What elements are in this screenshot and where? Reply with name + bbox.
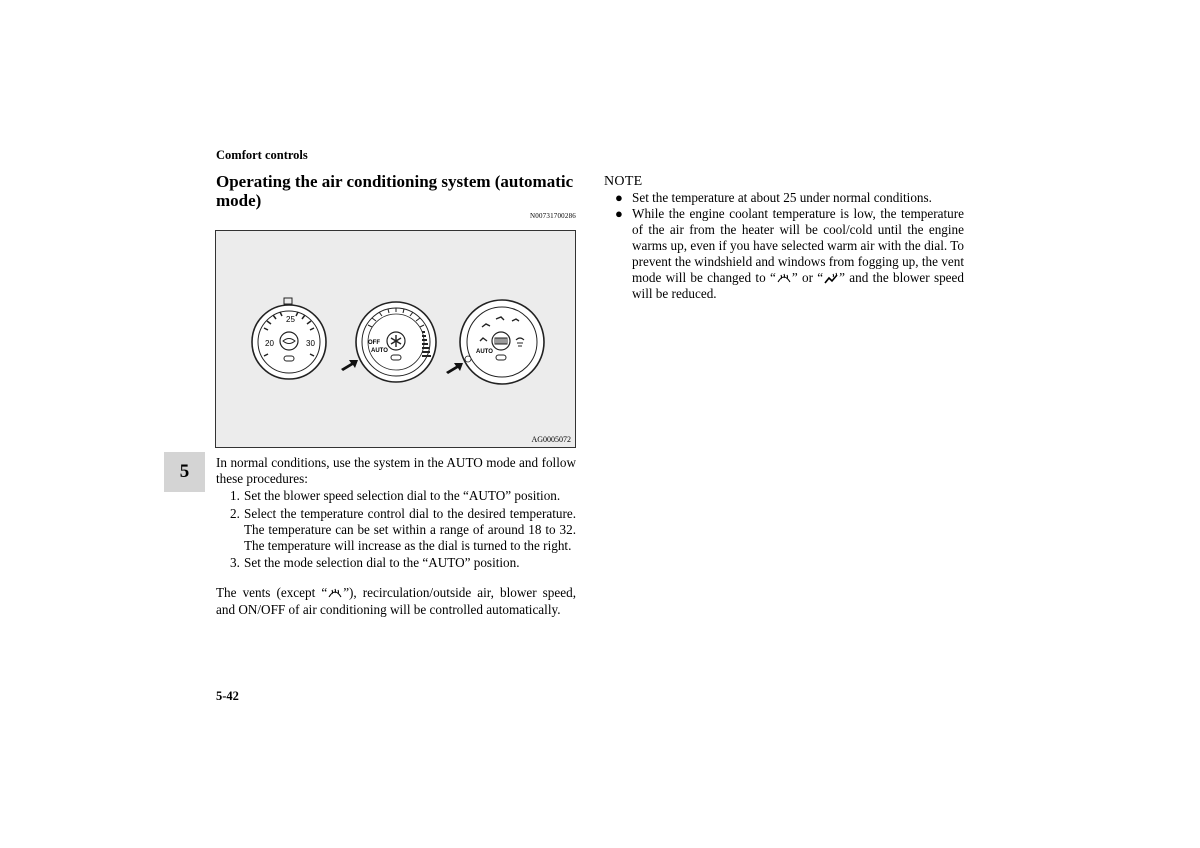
temperature-dial [252, 298, 326, 379]
list-item: 1. Set the blower speed selection dial to the “AUTO” position. [230, 488, 561, 504]
procedure-steps [216, 488, 576, 571]
list-item: 3. Set the mode selection dial to the “AUTO” position. [230, 555, 520, 571]
note-list [604, 190, 964, 302]
chapter-tab: 5 [164, 452, 205, 492]
fan-speed-dial [356, 302, 436, 382]
note-title: NOTE [604, 174, 643, 189]
list-item: ● Set the temperature at about 25 under normal conditions. [615, 190, 932, 205]
foot-defroster-icon [823, 272, 839, 284]
defroster-icon [327, 587, 343, 599]
procedure-text [216, 455, 576, 618]
figure-code: AG0005072 [531, 435, 571, 444]
list-item: ● While the engine coolant temperature is low, the temperature of the air from the heater will be cool/cold until the engine warms up, even if you have selected warm air with the dial. To prevent the windshield and windows from fogging up, the vent mode will be changed to “ ” or “ ” and the blower speed will be reduced. [615, 206, 964, 301]
intro-paragraph: In normal conditions, use the system in the AUTO mode and follow these procedures: [216, 455, 576, 487]
document-code: N00731700286 [530, 212, 576, 220]
mode-selection-dial [460, 300, 544, 384]
note-box [604, 174, 964, 302]
climate-panel-illustration [216, 231, 577, 449]
list-item: 2. Select the temperature control dial to the desired temperature. The temperature can be set within a range of around 18 to 32. The temperature will increase as the dial is turned to the right. [230, 505, 576, 554]
arrow-icon [446, 363, 463, 374]
mode-auto-label: AUTO [476, 349, 493, 355]
temp-label-25: 25 [286, 315, 295, 324]
fan-off-label: OFF [368, 340, 380, 346]
fan-auto-label: AUTO [371, 348, 388, 354]
section-header: Comfort controls [216, 148, 308, 162]
climate-control-figure [215, 230, 576, 448]
temp-label-20: 20 [265, 339, 274, 348]
arrow-icon [341, 360, 358, 371]
defroster-icon [776, 272, 792, 284]
vents-paragraph: The vents (except “ ”), recirculation/outside air, blower speed, and ON/OFF of air conditioning will be controlled automatically. [216, 585, 576, 617]
defroster-icon [495, 338, 507, 344]
temp-label-30: 30 [306, 339, 315, 348]
page-number: 5-42 [216, 689, 239, 703]
page-title: Operating the air conditioning system (automatic mode) [216, 172, 574, 210]
